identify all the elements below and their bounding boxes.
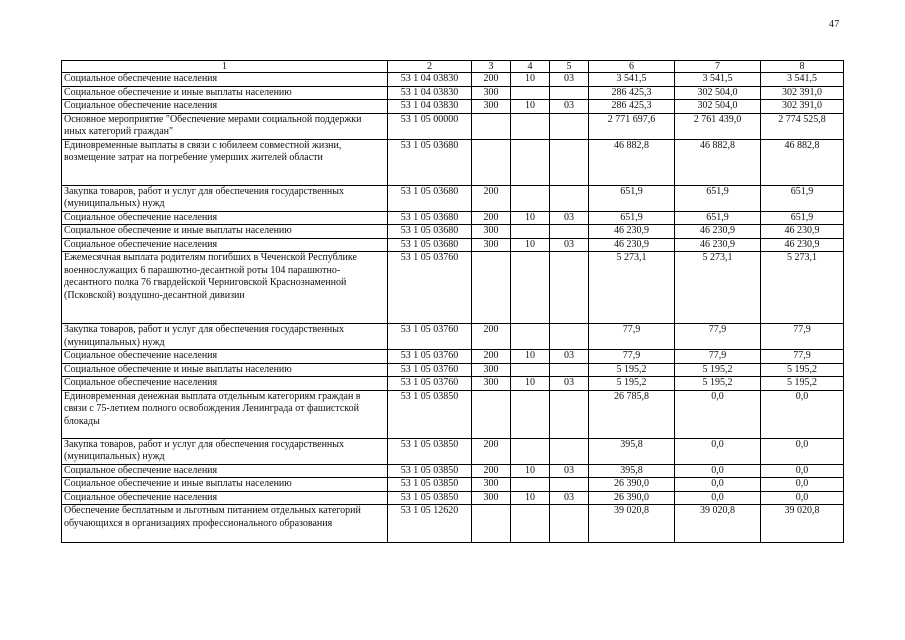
subsection — [550, 505, 589, 543]
budget-code: 53 1 04 03830 — [388, 73, 472, 87]
value-2021: 77,9 — [761, 350, 844, 364]
budget-code: 53 1 05 03760 — [388, 324, 472, 350]
value-2019: 77,9 — [589, 324, 675, 350]
value-2019: 395,8 — [589, 438, 675, 464]
table-row — [62, 185, 844, 211]
budget-code: 53 1 05 03850 — [388, 491, 472, 505]
value-2019: 286 425,3 — [589, 86, 675, 100]
expense-type: 200 — [472, 211, 511, 225]
section: 10 — [511, 491, 550, 505]
expense-type: 300 — [472, 225, 511, 239]
budget-code: 53 1 05 03850 — [388, 464, 472, 478]
section — [511, 478, 550, 492]
section: 10 — [511, 211, 550, 225]
row-name: Социальное обеспечение населения — [62, 211, 388, 225]
section — [511, 505, 550, 543]
budget-code: 53 1 04 03830 — [388, 100, 472, 114]
row-name: Социальное обеспечение населения — [62, 238, 388, 252]
table-row — [62, 390, 844, 438]
budget-code: 53 1 05 12620 — [388, 505, 472, 543]
value-2020: 0,0 — [675, 478, 761, 492]
value-2020: 77,9 — [675, 324, 761, 350]
row-name: Единовременные выплаты в связи с юбилеем совместной жизни, возмещение затрат на погребение умерших жителей области — [62, 139, 388, 185]
subsection — [550, 86, 589, 100]
section — [511, 252, 550, 324]
expense-type: 300 — [472, 363, 511, 377]
value-2021: 5 195,2 — [761, 363, 844, 377]
section: 10 — [511, 377, 550, 391]
value-2020: 302 504,0 — [675, 86, 761, 100]
value-2021: 651,9 — [761, 185, 844, 211]
column-header: 7 — [675, 61, 761, 73]
value-2019: 5 195,2 — [589, 377, 675, 391]
table-row — [62, 139, 844, 185]
section — [511, 225, 550, 239]
subsection — [550, 113, 589, 139]
value-2020: 46 230,9 — [675, 238, 761, 252]
section: 10 — [511, 464, 550, 478]
value-2021: 651,9 — [761, 211, 844, 225]
expense-type — [472, 390, 511, 438]
budget-code: 53 1 05 03850 — [388, 478, 472, 492]
table-body — [62, 61, 844, 543]
value-2021: 77,9 — [761, 324, 844, 350]
value-2021: 302 391,0 — [761, 86, 844, 100]
budget-code: 53 1 05 03680 — [388, 238, 472, 252]
row-name: Социальное обеспечение и иные выплаты населению — [62, 86, 388, 100]
value-2020: 46 882,8 — [675, 139, 761, 185]
expense-type: 300 — [472, 86, 511, 100]
budget-code: 53 1 05 03760 — [388, 363, 472, 377]
subsection — [550, 390, 589, 438]
subsection — [550, 363, 589, 377]
value-2020: 302 504,0 — [675, 100, 761, 114]
value-2020: 0,0 — [675, 464, 761, 478]
subsection: 03 — [550, 350, 589, 364]
row-name: Обеспечение бесплатным и льготным питанием отдельных категорий обучающихся в организациях профессионального образования — [62, 505, 388, 543]
column-header: 2 — [388, 61, 472, 73]
subsection — [550, 324, 589, 350]
expense-type: 300 — [472, 238, 511, 252]
row-name: Социальное обеспечение населения — [62, 350, 388, 364]
value-2020: 0,0 — [675, 491, 761, 505]
row-name: Единовременная денежная выплата отдельным категориям граждан в связи с 75-летием полного освобождения Ленинграда от фашистской блокады — [62, 390, 388, 438]
section — [511, 324, 550, 350]
row-name: Социальное обеспечение населения — [62, 73, 388, 87]
value-2019: 26 390,0 — [589, 491, 675, 505]
table-row — [62, 324, 844, 350]
value-2020: 2 761 439,0 — [675, 113, 761, 139]
row-name: Социальное обеспечение и иные выплаты населению — [62, 478, 388, 492]
value-2019: 651,9 — [589, 211, 675, 225]
value-2021: 46 230,9 — [761, 225, 844, 239]
value-2020: 651,9 — [675, 211, 761, 225]
expense-type: 300 — [472, 377, 511, 391]
row-name: Социальное обеспечение населения — [62, 464, 388, 478]
row-name: Закупка товаров, работ и услуг для обеспечения государственных (муниципальных) нужд — [62, 438, 388, 464]
row-name: Основное мероприятие "Обеспечение мерами социальной поддержки иных категорий граждан" — [62, 113, 388, 139]
table-row — [62, 438, 844, 464]
subsection: 03 — [550, 377, 589, 391]
budget-code: 53 1 05 03680 — [388, 211, 472, 225]
table-row — [62, 377, 844, 391]
value-2019: 286 425,3 — [589, 100, 675, 114]
value-2021: 46 882,8 — [761, 139, 844, 185]
value-2019: 26 785,8 — [589, 390, 675, 438]
column-header: 8 — [761, 61, 844, 73]
table-row — [62, 225, 844, 239]
value-2019: 46 230,9 — [589, 225, 675, 239]
column-header: 5 — [550, 61, 589, 73]
value-2021: 5 273,1 — [761, 252, 844, 324]
value-2021: 2 774 525,8 — [761, 113, 844, 139]
value-2020: 5 273,1 — [675, 252, 761, 324]
table-row — [62, 86, 844, 100]
budget-code: 53 1 05 03760 — [388, 377, 472, 391]
budget-code: 53 1 05 00000 — [388, 113, 472, 139]
value-2019: 46 882,8 — [589, 139, 675, 185]
row-name: Социальное обеспечение и иные выплаты населению — [62, 225, 388, 239]
value-2019: 77,9 — [589, 350, 675, 364]
table-header-row — [62, 61, 844, 73]
expense-type: 300 — [472, 100, 511, 114]
budget-code: 53 1 05 03760 — [388, 252, 472, 324]
value-2021: 0,0 — [761, 438, 844, 464]
value-2021: 0,0 — [761, 491, 844, 505]
value-2020: 5 195,2 — [675, 363, 761, 377]
subsection — [550, 185, 589, 211]
section: 10 — [511, 238, 550, 252]
column-header: 3 — [472, 61, 511, 73]
budget-code: 53 1 05 03680 — [388, 225, 472, 239]
budget-code: 53 1 04 03830 — [388, 86, 472, 100]
page-number: 47 — [829, 19, 840, 30]
table-row — [62, 73, 844, 87]
subsection: 03 — [550, 211, 589, 225]
value-2021: 46 230,9 — [761, 238, 844, 252]
expense-type: 200 — [472, 438, 511, 464]
value-2020: 46 230,9 — [675, 225, 761, 239]
value-2019: 26 390,0 — [589, 478, 675, 492]
value-2019: 5 273,1 — [589, 252, 675, 324]
row-name: Закупка товаров, работ и услуг для обеспечения государственных (муниципальных) нужд — [62, 185, 388, 211]
budget-code: 53 1 05 03680 — [388, 185, 472, 211]
budget-table — [61, 60, 844, 543]
expense-type: 300 — [472, 478, 511, 492]
subsection — [550, 438, 589, 464]
section: 10 — [511, 100, 550, 114]
budget-code: 53 1 05 03850 — [388, 390, 472, 438]
value-2021: 39 020,8 — [761, 505, 844, 543]
value-2020: 3 541,5 — [675, 73, 761, 87]
column-header: 1 — [62, 61, 388, 73]
row-name: Социальное обеспечение и иные выплаты населению — [62, 363, 388, 377]
value-2020: 0,0 — [675, 438, 761, 464]
subsection — [550, 139, 589, 185]
section — [511, 113, 550, 139]
section — [511, 390, 550, 438]
row-name: Ежемесячная выплата родителям погибших в Чеченской Республике военнослужащих 6 парашютно-десантной роты 104 парашютно-десантного полка 76 гвардейской Черниговской Краснознаменной (Псковской) воздушно-десантной дивизии — [62, 252, 388, 324]
row-name: Социальное обеспечение населения — [62, 100, 388, 114]
expense-type — [472, 113, 511, 139]
table-row — [62, 478, 844, 492]
value-2021: 5 195,2 — [761, 377, 844, 391]
subsection — [550, 478, 589, 492]
row-name: Социальное обеспечение населения — [62, 491, 388, 505]
value-2019: 651,9 — [589, 185, 675, 211]
table-row — [62, 113, 844, 139]
expense-type — [472, 252, 511, 324]
section — [511, 139, 550, 185]
subsection — [550, 252, 589, 324]
table-row — [62, 505, 844, 543]
subsection — [550, 225, 589, 239]
expense-type: 200 — [472, 464, 511, 478]
value-2020: 651,9 — [675, 185, 761, 211]
section: 10 — [511, 73, 550, 87]
section — [511, 363, 550, 377]
expense-type — [472, 505, 511, 543]
subsection: 03 — [550, 238, 589, 252]
table-row — [62, 491, 844, 505]
column-header: 6 — [589, 61, 675, 73]
row-name: Социальное обеспечение населения — [62, 377, 388, 391]
value-2021: 302 391,0 — [761, 100, 844, 114]
section — [511, 86, 550, 100]
expense-type: 200 — [472, 324, 511, 350]
budget-code: 53 1 05 03850 — [388, 438, 472, 464]
table-row — [62, 350, 844, 364]
value-2019: 39 020,8 — [589, 505, 675, 543]
subsection: 03 — [550, 73, 589, 87]
section — [511, 438, 550, 464]
expense-type: 200 — [472, 73, 511, 87]
subsection: 03 — [550, 464, 589, 478]
section: 10 — [511, 350, 550, 364]
section — [511, 185, 550, 211]
value-2021: 0,0 — [761, 478, 844, 492]
expense-type: 300 — [472, 491, 511, 505]
expense-type — [472, 139, 511, 185]
value-2019: 395,8 — [589, 464, 675, 478]
value-2019: 46 230,9 — [589, 238, 675, 252]
value-2020: 39 020,8 — [675, 505, 761, 543]
value-2019: 5 195,2 — [589, 363, 675, 377]
table-row — [62, 100, 844, 114]
value-2021: 0,0 — [761, 464, 844, 478]
table-row — [62, 211, 844, 225]
value-2021: 3 541,5 — [761, 73, 844, 87]
value-2020: 0,0 — [675, 390, 761, 438]
value-2020: 77,9 — [675, 350, 761, 364]
table-row — [62, 363, 844, 377]
budget-code: 53 1 05 03680 — [388, 139, 472, 185]
value-2019: 2 771 697,6 — [589, 113, 675, 139]
column-header: 4 — [511, 61, 550, 73]
subsection: 03 — [550, 100, 589, 114]
row-name: Закупка товаров, работ и услуг для обеспечения государственных (муниципальных) нужд — [62, 324, 388, 350]
table-row — [62, 464, 844, 478]
expense-type: 200 — [472, 350, 511, 364]
value-2019: 3 541,5 — [589, 73, 675, 87]
expense-type: 200 — [472, 185, 511, 211]
table-row — [62, 238, 844, 252]
subsection: 03 — [550, 491, 589, 505]
table-row — [62, 252, 844, 324]
value-2020: 5 195,2 — [675, 377, 761, 391]
value-2021: 0,0 — [761, 390, 844, 438]
budget-code: 53 1 05 03760 — [388, 350, 472, 364]
